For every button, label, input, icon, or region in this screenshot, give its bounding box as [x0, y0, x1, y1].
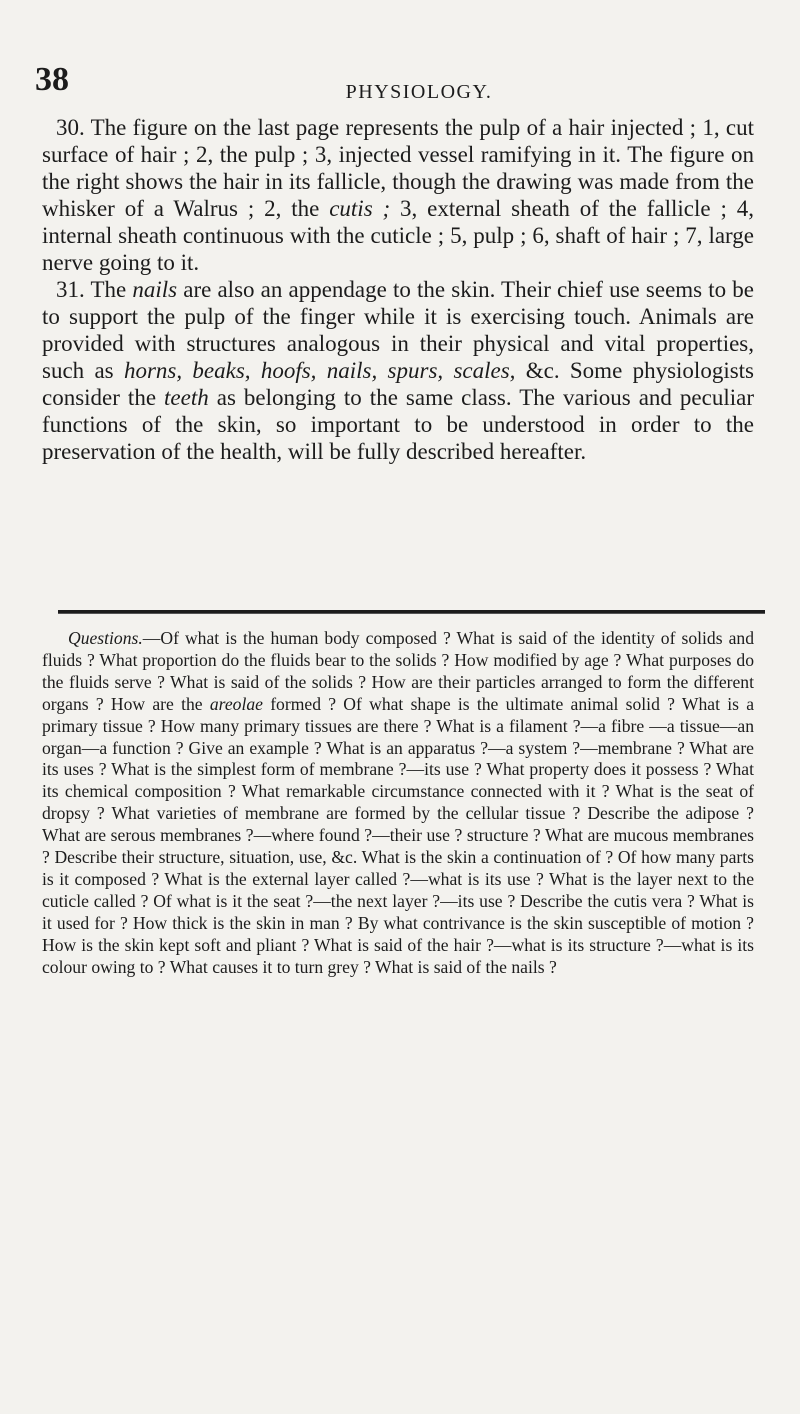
text-run: are also an appendage to the skin. Their chief use seems to be to support the pulp of the finger while it is exercising touch. Animals are provided with structures analogous in their physical and vital properties, such as: [42, 277, 754, 383]
text-run: 3, external sheath of the fallicle ; 4, internal sheath continuous with the cuticle ; 5, pulp ; 6, shaft of hair ; 7, large nerve going to it.: [42, 196, 754, 275]
italic-run: areolae: [209, 693, 263, 714]
running-head: PHYSIOLOGY.: [345, 81, 493, 103]
section-divider: [58, 610, 765, 614]
text-run: 30. The figure on the last page represents the pulp of a hair injected ; 1, cut surface of hair ; 2, the pulp ; 3, injected vessel ramifying in it. The figure on the right shows the hair in its fallicle, though the drawing was made from the whisker of a Walrus ; 2, the: [42, 115, 754, 221]
paragraph-31: [42, 276, 754, 465]
questions-block: [42, 628, 754, 979]
questions-text: [42, 628, 754, 977]
italic-run: cutis ;: [329, 196, 391, 221]
text-run: 31. The: [56, 277, 133, 302]
text-run: —Of what is the human body composed ? What is said of the identity of solids and fluids ? What proportion do the fluids bear to the solids ? How modified by age ? What purposes do the fluids serve ? What is said of the solids ? How are their particles arranged to form the different organs ? How are the: [42, 628, 754, 714]
paragraph-30: [42, 114, 754, 276]
text-run: &c. Some physiologists consider the: [42, 358, 755, 410]
page-number: 38: [35, 61, 69, 98]
text-run: formed ? Of what shape is the ultimate animal solid ? What is a primary tissue ? How many primary tissues are there ? What is a filament ?—a fibre —a tissue—an organ—a function ? Give an example ? What is an apparatus ?—a system ?—membrane ? What are its uses ? What is the simplest form of membrane ?—its use ? What property does it possess ? What its chemical composition ? What remarkable circumstance connected with it ? What is the seat of dropsy ? What varieties of membrane are formed by the cellular tissue ? Describe the adipose ? What are serous membranes ?—where found ?—their use ? structure ? What are mucous membranes ? Describe their structure, situation, use, &c. What is the skin a continuation of ? Of how many parts is it composed ? What is the external layer called ?—what is its use ? What is the layer next to the cuticle called ? Of what is it the seat ?—the next layer ?—its use ? Describe the cutis vera ? What is it used for ? How thick is the skin in man ? By what contrivance is the skin susceptible of motion ? How is the skin kept soft and pliant ? What is said of the hair ?—what is its structure ?—what is its colour owing to ? What causes it to turn grey ? What is said of the nails ?: [42, 693, 754, 977]
text-run: as belonging to the same class. The various and peculiar functions of the skin, so important to be understood in order to the preservation of the health, will be fully described hereafter.: [42, 385, 754, 464]
body-text: [42, 114, 754, 465]
italic-run: teeth: [164, 385, 209, 410]
italic-run: nails: [132, 277, 178, 302]
italic-run: horns, beaks, hoofs, nails, spurs, scales,: [123, 358, 516, 383]
questions-label: Questions.: [68, 628, 143, 648]
